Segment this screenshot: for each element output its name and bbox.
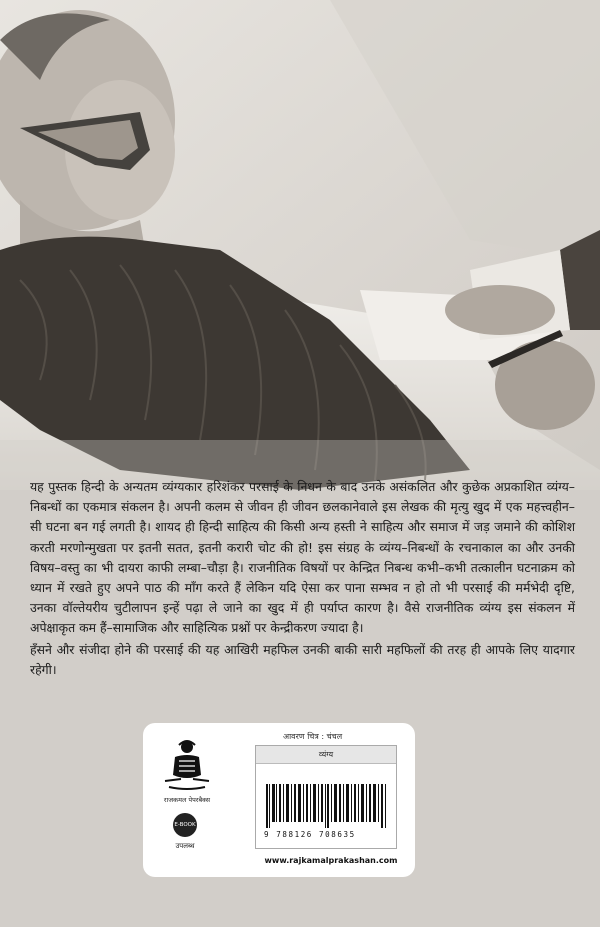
publisher-imprint-label: राजकमल पेपरबैक्स xyxy=(163,796,211,804)
blurb-paragraph-2: हँसने और संजीदा होने की परसाई की यह आखिरी महफिल उनकी बाकी सारी महफिलों की तरह ही आपके लिए यादगार रहेगी। xyxy=(30,641,575,677)
publisher-logo xyxy=(157,735,217,797)
barcode-box xyxy=(255,745,397,849)
genre-label: व्यंग्य xyxy=(256,746,396,764)
book-icon: E-BOOK xyxy=(173,813,197,837)
cover-credit: आवरण चित्र : चंचल xyxy=(283,732,343,741)
isbn-digits: 9 788126 708635 xyxy=(264,830,356,839)
ebook-availability-label: उपलब्ध xyxy=(175,842,195,850)
blurb-paragraph-1: यह पुस्तक हिन्दी के अन्यतम व्यंग्यकार हरिशंकर परसाई के निधन के बाद उनके असंकलित और कुछेक अप्रकाशित व्यंग्य–निबन्धों का एकमात्र संकलन है। अपनी कलम से जीवन ही जीवन छलकानेवाले इस लेखक की मृत्यु खुद में एक महत्त्वहीन–सी घटना बन गई लगती है। शायद ही हिन्दी साहित्य की किसी अन्य हस्ती ने साहित्य और समाज में जड़ जमाने की कोशिश करती मरणोन्मुखता पर इतनी सतत, इतनी करारी चोट की हो! इस संग्रह के व्यंग्य–निबन्धों के रचनाकाल का और उनकी विषय–वस्तु का भी दायरा काफी लम्बा–चौड़ा है। राजनीतिक विषयों पर केन्द्रित निबन्ध कभी–कभी तत्कालीन घटनाक्रम को ध्यान में रखते हुए अपने पाठ की माँग करते हैं लेकिन यदि ऐसा कर पाना सम्भव न हो तो भी परसाई की मर्मभेदी दृष्टि, उनका वॉल्तेयरीय चुटीलापन इन्हें पढ़ा ले जाने का खुद में ही पर्याप्त कारण है। वैसे राजनीतिक व्यंग्य इस संकलन में अपेक्षाकृत कम हैं–सामाजिक और साहित्यिक प्रश्नों पर केन्द्रीकरण ज्यादा है। xyxy=(30,479,575,636)
rajkamal-logo-icon xyxy=(157,735,217,793)
publisher-info-panel xyxy=(143,723,415,877)
isbn-barcode-icon xyxy=(266,784,388,828)
publisher-website: www.rajkamalprakashan.com xyxy=(264,856,398,865)
back-cover-blurb xyxy=(30,477,575,681)
